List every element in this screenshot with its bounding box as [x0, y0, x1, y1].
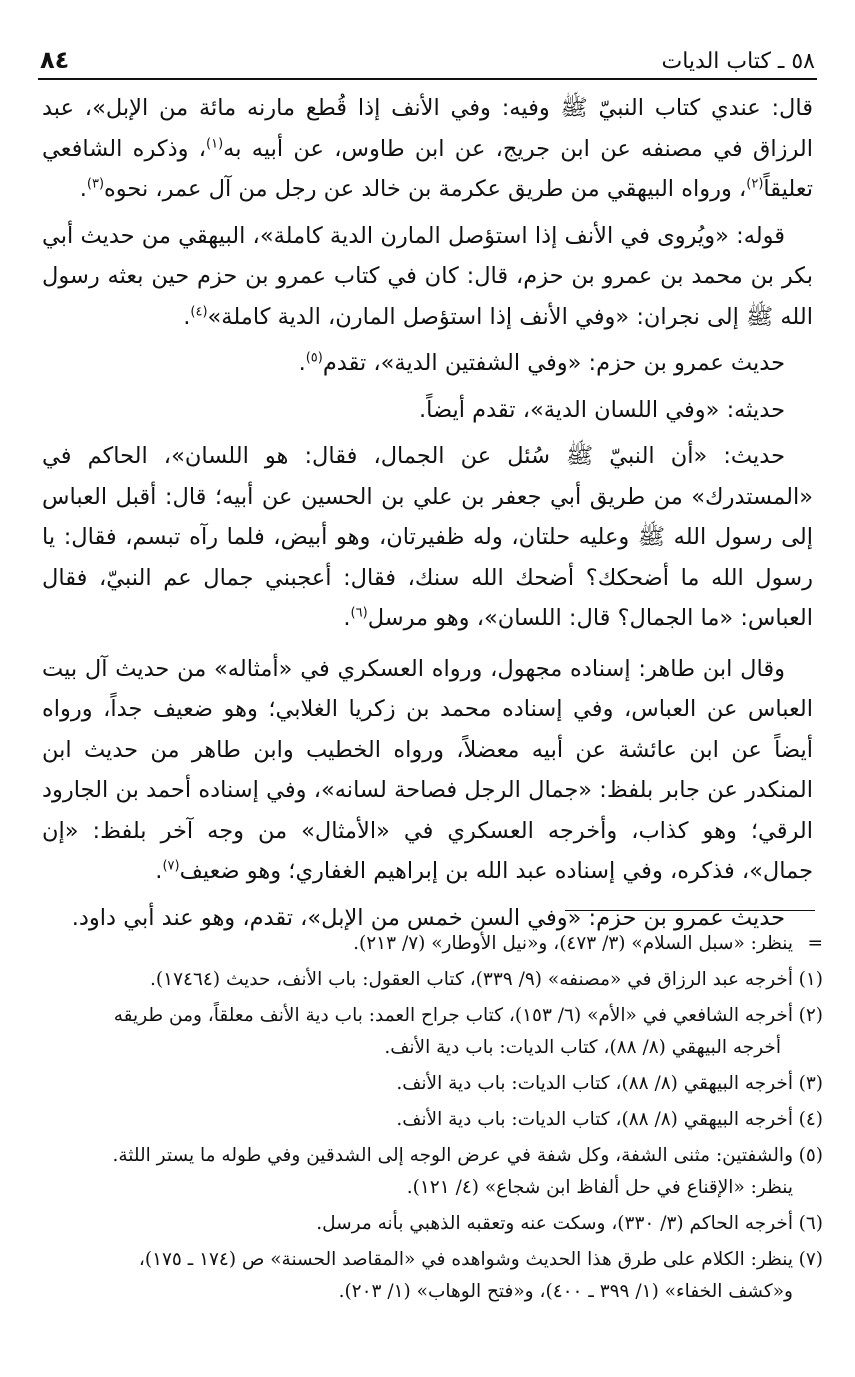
paragraph — [42, 216, 813, 338]
footnote-line: أخرجه البيهقي (٨/ ٨٨)، كتاب الديات: باب دية الأنف. — [384, 1037, 781, 1058]
paragraph — [42, 390, 813, 431]
paragraph-tail: . — [298, 350, 306, 376]
paragraph — [42, 88, 813, 210]
footnote — [48, 1208, 823, 1240]
footnote-ref: (٤) — [190, 304, 208, 319]
footnote-ref: (٧) — [162, 858, 180, 874]
paragraph-text: حديث عمرو بن حزم: «وفي الشفتين الدية»، تقدم — [322, 350, 785, 376]
paragraph — [42, 649, 813, 892]
footnote-number: (٣) — [798, 1073, 823, 1094]
footnote-number: (٢) — [798, 1005, 823, 1026]
footnote — [48, 964, 823, 996]
footnotes-rule — [565, 910, 815, 911]
main-text — [42, 88, 813, 944]
paragraph-text: حديث: «أن النبيّ ﷺ سُئل عن الجمال، فقال: هو اللسان»، الحاكم في «المستدرك» من طريق أبي جعفر بن علي بن الحسين عن أبيه؛ قال: أقبل العباس إلى رسول الله ﷺ وعليه حلتان، وله ظفيرتان، وهو أبيض، فلما رآه تبسم، فقال: يا رسول الله ما أضحكك؟ أضحك الله سنك، فقال: أعجبني جمال عم النبيّ، فقال العباس: «ما الجمال؟ قال: اللسان»، وهو مرسل — [42, 443, 813, 631]
footnote-text — [48, 1068, 793, 1100]
footnote-line: و«كشف الخفاء» (١/ ٣٩٩ ـ ٤٠٠)، و«فتح الوهاب» (١/ ٢٠٣). — [338, 1281, 793, 1302]
footnote-text — [48, 964, 793, 996]
footnote — [48, 1104, 823, 1136]
footnote-line: أخرجه البيهقي (٨/ ٨٨)، كتاب الديات: باب دية الأنف. — [396, 1073, 793, 1094]
paragraph-text: ، ورواه البيهقي من طريق عكرمة بن خالد عن رجل من آل عمر، نحوه — [104, 176, 747, 202]
footnote — [48, 1140, 823, 1204]
header-rule — [38, 78, 817, 80]
footnote-text — [48, 1104, 793, 1136]
running-title: ٥٨ ـ كتاب الديات — [661, 49, 815, 74]
paragraph-text: ، وذكره الشافعي تعليقاً — [42, 135, 813, 202]
paragraph-text: وقال ابن طاهر: إسناده مجهول، ورواه العسكري في «أمثاله» من حديث آل بيت العباس عن العباس، وفي إسناده محمد بن زكريا الغلابي؛ وهو ضعيف جداً، ورواه أيضاً عن ابن عائشة عن أبيه معضلاً، ورواه الخطيب وابن طاهر من حديث ابن المنكدر عن جابر بلفظ: «جمال الرجل فصاحة لسانه»، وفي إسناده أحمد بن الجارود الرقي؛ وهو كذاب، وأخرجه العسكري في «الأمثال» من وجه آخر بلفظ: «إن جمال»، فذكره، وفي إسناده عبد الله بن إبراهيم الغفاري؛ وهو ضعيف — [42, 655, 813, 884]
page-header — [40, 36, 815, 74]
paragraph-tail: . — [79, 176, 87, 202]
footnote-number: (٥) — [798, 1145, 823, 1166]
footnote-line: ينظر: «الإقناع في حل ألفاظ ابن شجاع» (٤/ ١٢١). — [406, 1177, 793, 1198]
footnote-number: (١) — [798, 969, 823, 990]
footnote-line: أخرجه عبد الرزاق في «مصنفه» (٩/ ٣٣٩)، كتاب العقول: باب الأنف، حديث (١٧٤٦٤). — [150, 969, 793, 990]
footnote-text — [48, 1244, 793, 1308]
footnote-line: أخرجه البيهقي (٨/ ٨٨)، كتاب الديات: باب دية الأنف. — [396, 1109, 793, 1130]
footnote — [48, 1068, 823, 1100]
footnote-text — [48, 928, 793, 960]
footnote-ref: (٣) — [86, 176, 105, 192]
footnote — [48, 1244, 823, 1308]
footnote-text — [48, 1140, 793, 1204]
footnote-number: (٦) — [798, 1213, 823, 1234]
paragraph — [42, 343, 813, 384]
footnote-line: ينظر: «سبل السلام» (٣/ ٤٧٣)، و«نيل الأوطار» (٧/ ٢١٣). — [353, 933, 793, 954]
paragraph-tail: . — [343, 605, 351, 631]
footnote-ref: (٦) — [350, 605, 368, 621]
page-number: ٨٤ — [40, 46, 70, 74]
footnote-line: أخرجه الشافعي في «الأم» (٦/ ١٥٣)، كتاب جراح العمد: باب دية الأنف معلقاً، ومن طريقه — [113, 1005, 793, 1026]
footnote-number: (٤) — [798, 1109, 823, 1130]
footnote-text — [48, 1208, 793, 1240]
paragraph-text: حديث عمرو بن حزم: «وفي السن خمس من الإبل»، تقدم، وهو عند أبي داود. — [71, 904, 785, 931]
footnote-ref: (٥) — [305, 350, 323, 366]
paragraph-tail: . — [183, 303, 191, 330]
footnote-line: أخرجه الحاكم (٣/ ٣٣٠)، وسكت عنه وتعقبه الذهبي بأنه مرسل. — [316, 1213, 793, 1234]
paragraph-tail: . — [155, 858, 163, 884]
footnote — [48, 928, 823, 960]
paragraph — [42, 436, 813, 639]
footnote-ref: (١) — [206, 136, 224, 151]
paragraph-text: حديثه: «وفي اللسان الدية»، تقدم أيضاً. — [418, 396, 785, 423]
footnote — [48, 1000, 823, 1064]
footnote-line: ينظر: الكلام على طرق هذا الحديث وشواهده في «المقاصد الحسنة» ص (١٧٤ ـ ١٧٥)، — [138, 1249, 793, 1270]
footnote-line: والشفتين: مثنى الشفة، وكل شفة في عرض الوجه إلى الشدقين وفي طوله ما يستر اللثة. — [112, 1145, 793, 1166]
footnote-ref: (٢) — [746, 176, 764, 192]
footnote-number: (٧) — [798, 1249, 823, 1270]
paragraph-text: قوله: «ويُروى في الأنف إذا استؤصل المارن الدية كاملة»، البيهقي من حديث أبي بكر بن محمد بن عمرو بن حزم، قال: كان في كتاب عمرو بن حزم حين بعثه رسول الله ﷺ إلى نجران: «وفي الأنف إذا استؤصل المارن، الدية كاملة» — [42, 222, 813, 330]
paragraph-text: قال: عندي كتاب النبيّ ﷺ وفيه: وفي الأنف إذا قُطع مارنه مائة من الإبل»، عبد الرزاق في مصنفه عن ابن جريج، عن ابن طاوس، عن أبيه به — [42, 95, 814, 162]
footnote-text — [48, 1000, 793, 1064]
footnotes — [48, 928, 823, 1312]
footnote-number: = — [807, 933, 823, 954]
